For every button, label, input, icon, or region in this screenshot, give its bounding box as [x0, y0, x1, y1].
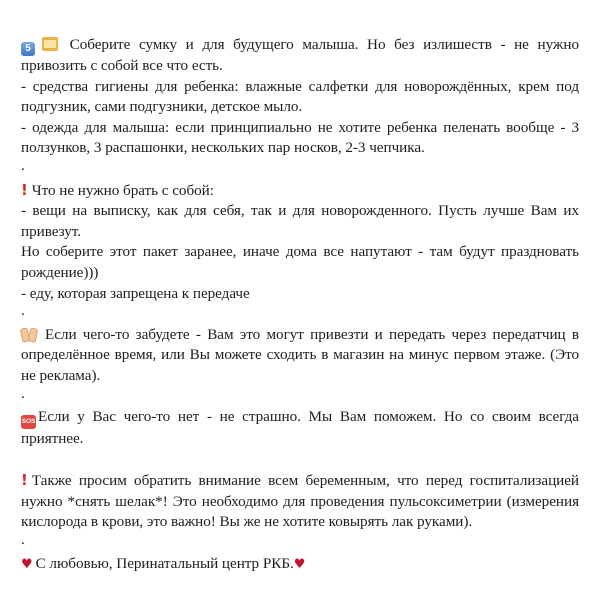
- spacer: [21, 450, 579, 471]
- section-what-not-to-bring: [21, 180, 579, 202]
- section-pack-for-baby: [21, 35, 579, 77]
- list-item-discharge-clothes: - вещи на выписку, как для себя, так и для новорожденного. Пусть лучше Вам их привезут.: [21, 202, 579, 240]
- paragraph-note: Но соберите этот пакет заранее, иначе дома все напутают - там будут праздновать рождение))): [21, 243, 579, 281]
- bag-icon: [42, 37, 58, 51]
- sos-icon: SOS: [21, 415, 36, 429]
- section-shellac-notice: [21, 470, 579, 533]
- paragraph-text: Если чего-то забудете - Вам это могут привезти и передать через передатчиц в определённое время, или Вы можете сходить в магазин на минус первом этаже. (Это не реклама).: [21, 325, 579, 384]
- list-item-food: - еду, которая запрещена к передаче: [21, 284, 250, 302]
- section-heading: Что не нужно брать с собой:: [31, 181, 214, 199]
- red-heart-icon: ♥: [21, 556, 33, 572]
- signature: [21, 554, 579, 576]
- separator-dot: .: [21, 302, 25, 320]
- red-heart-icon: ♥: [293, 556, 306, 572]
- red-exclamation-icon: !: [21, 471, 28, 490]
- separator-dot: .: [21, 531, 25, 549]
- list-item-clothing: - одежда для малыша: если принципиально не хотите ребенка пеленать вообще - 3 ползунков, 3 распашонки, нескольких пар носков, 2-3 чепчика.: [21, 118, 579, 157]
- keycap-5-icon: 5: [21, 42, 35, 56]
- signature-text: С любовью, Перинатальный центр РКБ.: [35, 554, 294, 572]
- paragraph-text: Также просим обратить внимание всем беременным, что перед госпитализацией нужно *снять шелак*! Это необходимо для проведения пульсоксиметрии (измерения кислорода в крови, это важно! Вы же не хотите ковырять лак руками).: [21, 472, 579, 531]
- paragraph-text: Если у Вас чего-то нет - не страшно. Мы Вам поможем. Но со своим всегда приятнее.: [21, 408, 579, 448]
- document-text: [21, 35, 579, 575]
- separator-dot: .: [21, 384, 25, 402]
- red-exclamation-icon: !: [21, 180, 28, 199]
- paragraph-text: Соберите сумку и для будущего малыша. Но без излишеств - не нужно привозить с собой все что есть.: [21, 36, 579, 74]
- separator-dot: .: [21, 156, 25, 174]
- section-forgotten-items: [21, 325, 579, 387]
- raised-hands-icon: [21, 327, 37, 341]
- list-item-hygiene: - средства гигиены для ребенка: влажные салфетки для новорождённых, крем под подгузник, сами подгузники, детское мыло.: [21, 77, 579, 116]
- section-we-will-help: [21, 407, 579, 450]
